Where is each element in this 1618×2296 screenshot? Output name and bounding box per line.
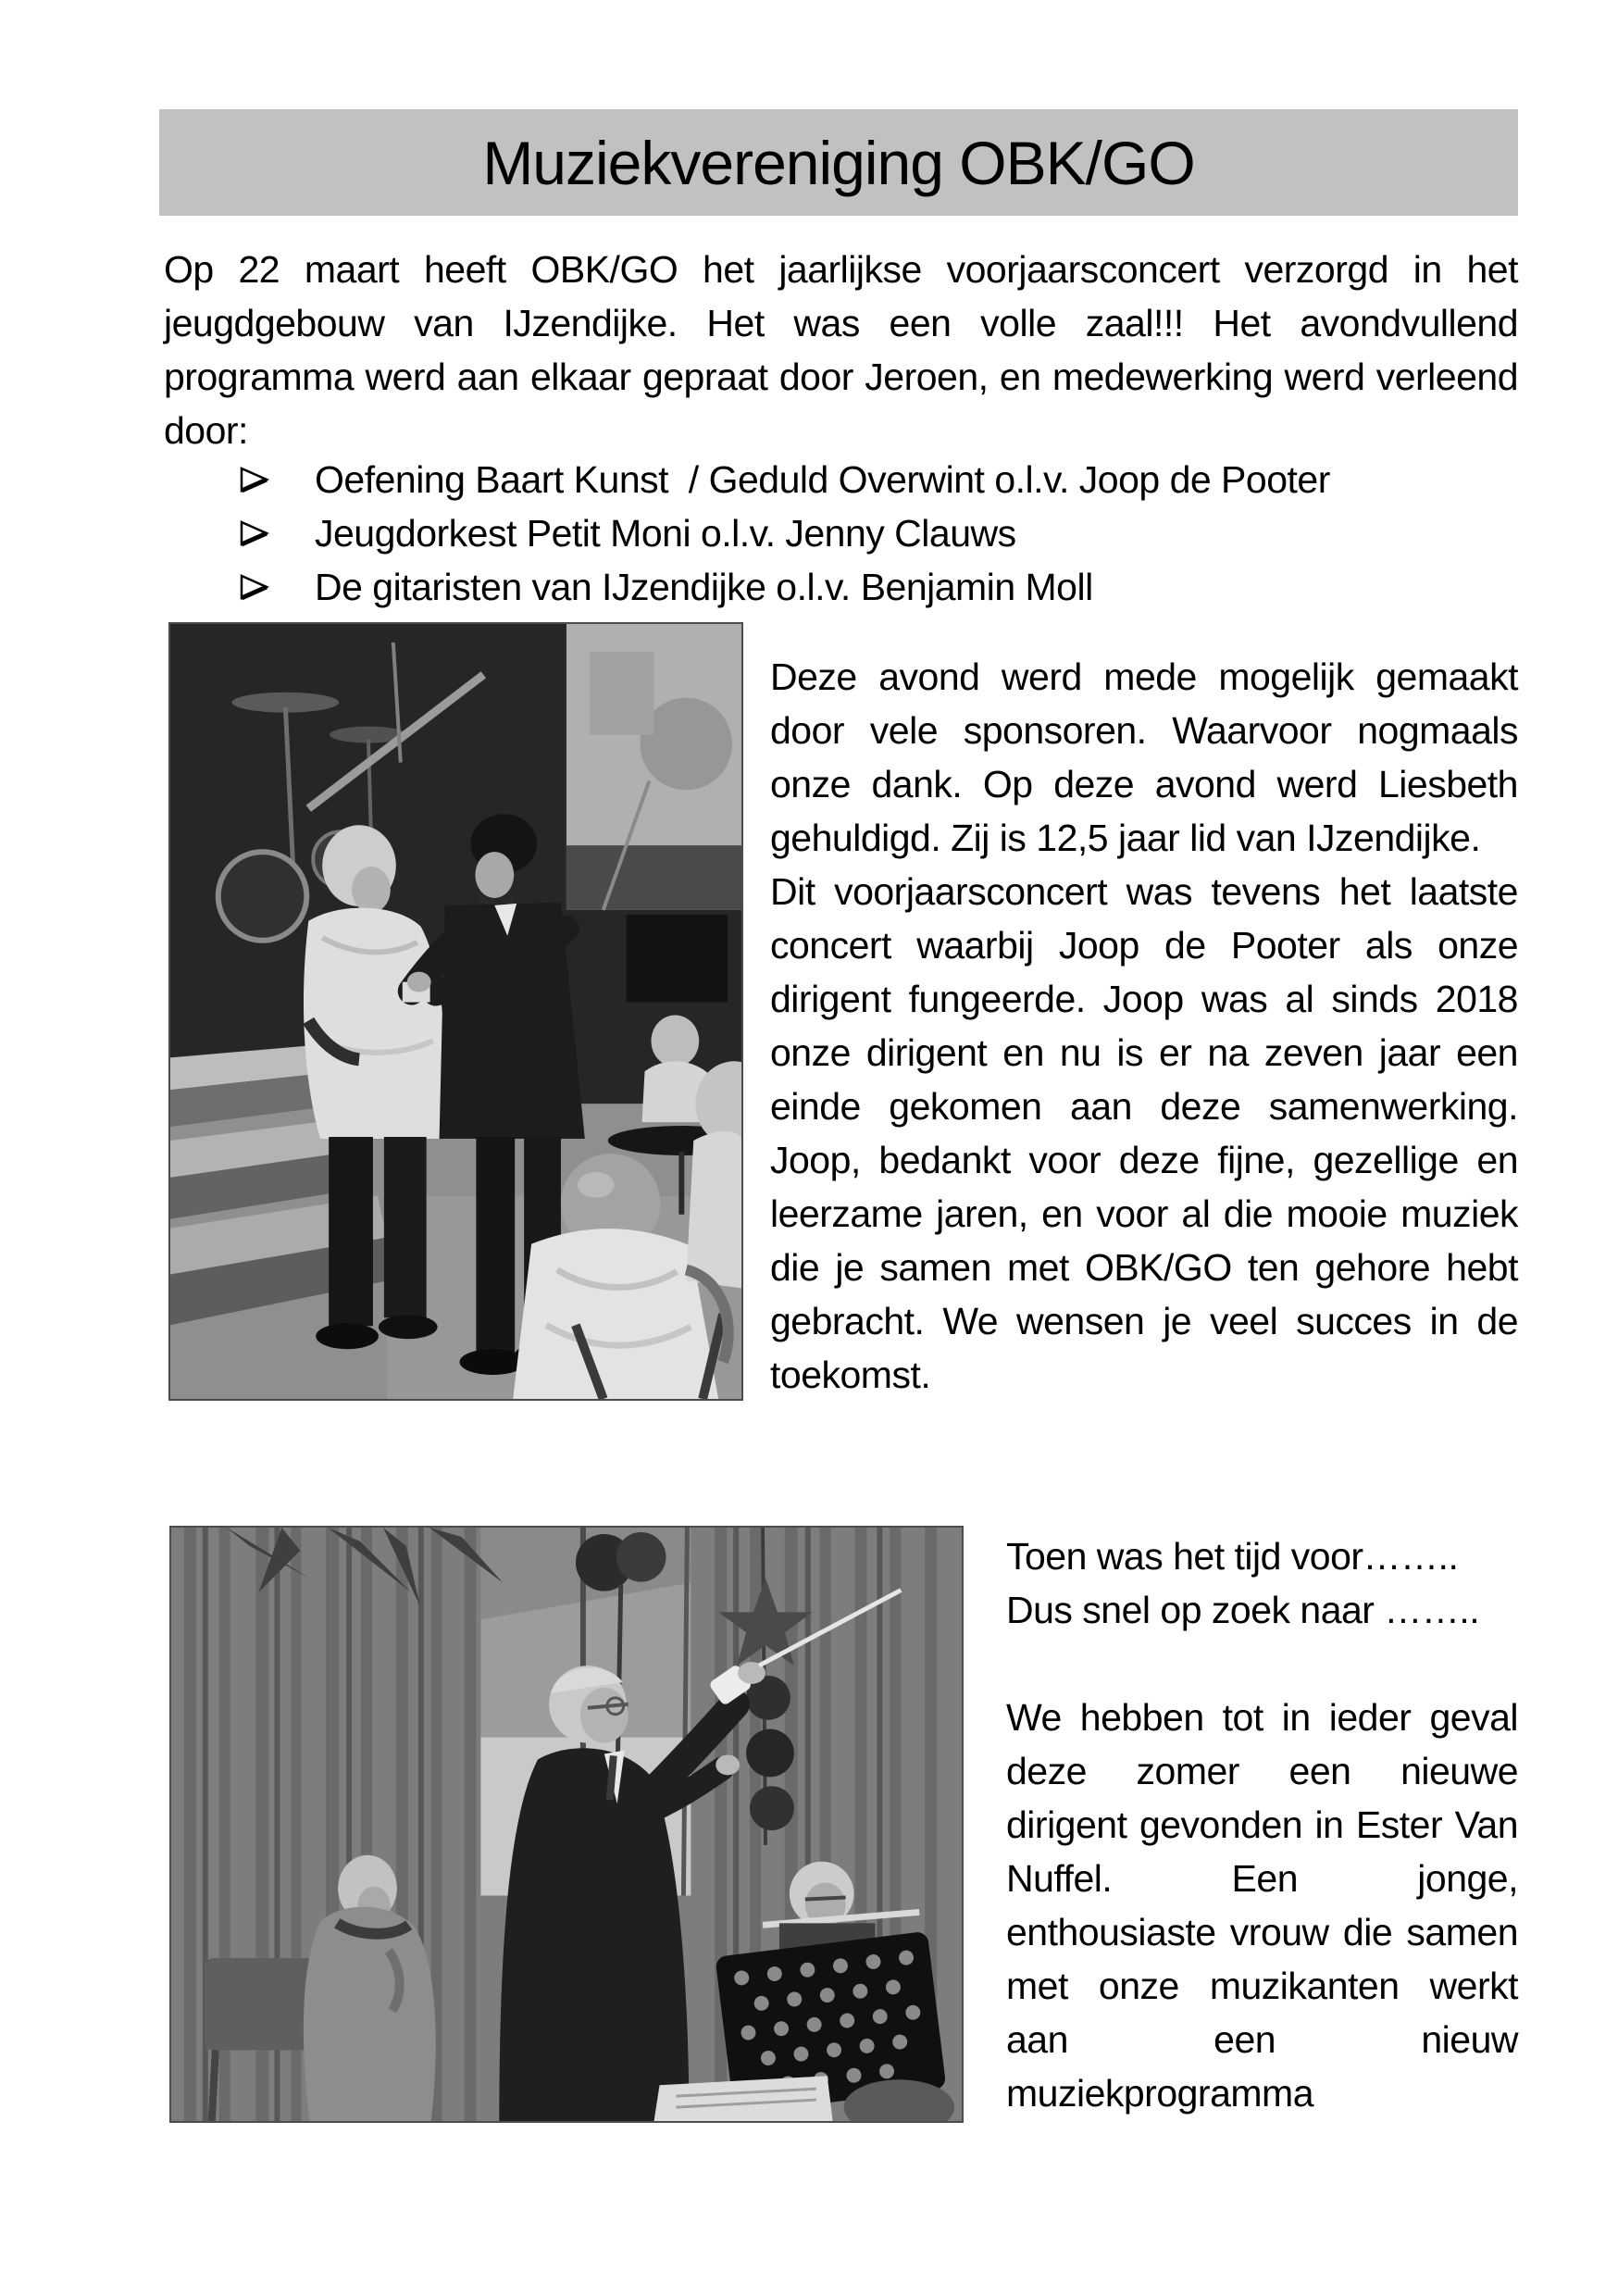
page-title: Muziekvereniging OBK/GO	[482, 128, 1195, 197]
conductor-photo	[169, 1526, 964, 2123]
arrowhead-bullet-icon	[239, 506, 315, 560]
list-item	[164, 506, 1518, 560]
award-ceremony-photo	[168, 622, 743, 1401]
conductor-photo-illustration	[171, 1528, 962, 2121]
farewell-paragraph: Dit voorjaarsconcert was tevens het laatste concert waarbij Joop de Pooter als onze dirigent fungeerde. Joop was al sinds 2018 onze dirigent en nu is er na zeven jaar een einde gekomen aan deze samenwerking. Joop, bedankt voor deze fijne, gezellige en leerzame jaren, en voor al die mooie muziek die je samen met OBK/GO ten gehore hebt gebracht. We wensen je veel succes in de toekomst.	[770, 870, 1518, 1396]
arrowhead-bullet-icon	[239, 453, 315, 506]
intro-paragraph: Op 22 maart heeft OBK/GO het jaarlijkse voorjaarsconcert verzorgd in het jeugdgebouw van IJzendijke. Het was een volle zaal!!! Het avondvullend programma werd aan elkaar gepraat door Jeroen, en medewerking werd verleend door:	[164, 248, 1518, 452]
list-item	[164, 560, 1518, 614]
new-conductor-paragraph: We hebben tot in ieder geval deze zomer een nieuwe dirigent gevonden in Ester Van Nuffel. Een jonge, enthousiaste vrouw die samen met onze muzikanten werkt aan een nieuw muziekprogramma	[1006, 1696, 1518, 2115]
arrowhead-bullet-icon	[239, 560, 315, 614]
list-item-label: Oefening Baart Kunst / Geduld Overwint o.l.v. Joop de Pooter	[315, 458, 1330, 501]
section2-text-column	[1006, 1529, 1518, 2120]
section1-text-column	[770, 650, 1518, 1402]
title-banner	[159, 109, 1518, 216]
stage-photo-illustration	[170, 624, 741, 1399]
search-line: Dus snel op zoek naar ……..	[1006, 1589, 1480, 1631]
list-item-label: Jeugdorkest Petit Moni o.l.v. Jenny Clauws	[315, 512, 1016, 555]
sponsors-paragraph: Deze avond werd mede mogelijk gemaakt door vele sponsoren. Waarvoor nogmaals onze dank. Op deze avond werd Liesbeth gehuldigd. Zij is 12,5 jaar lid van IJzendijke.	[770, 655, 1518, 859]
intro-section	[164, 243, 1518, 457]
time-for-line: Toen was het tijd voor……..	[1006, 1535, 1459, 1578]
contributors-list	[164, 453, 1518, 614]
list-item	[164, 453, 1518, 506]
list-item-label: De gitaristen van IJzendijke o.l.v. Benjamin Moll	[315, 566, 1093, 608]
